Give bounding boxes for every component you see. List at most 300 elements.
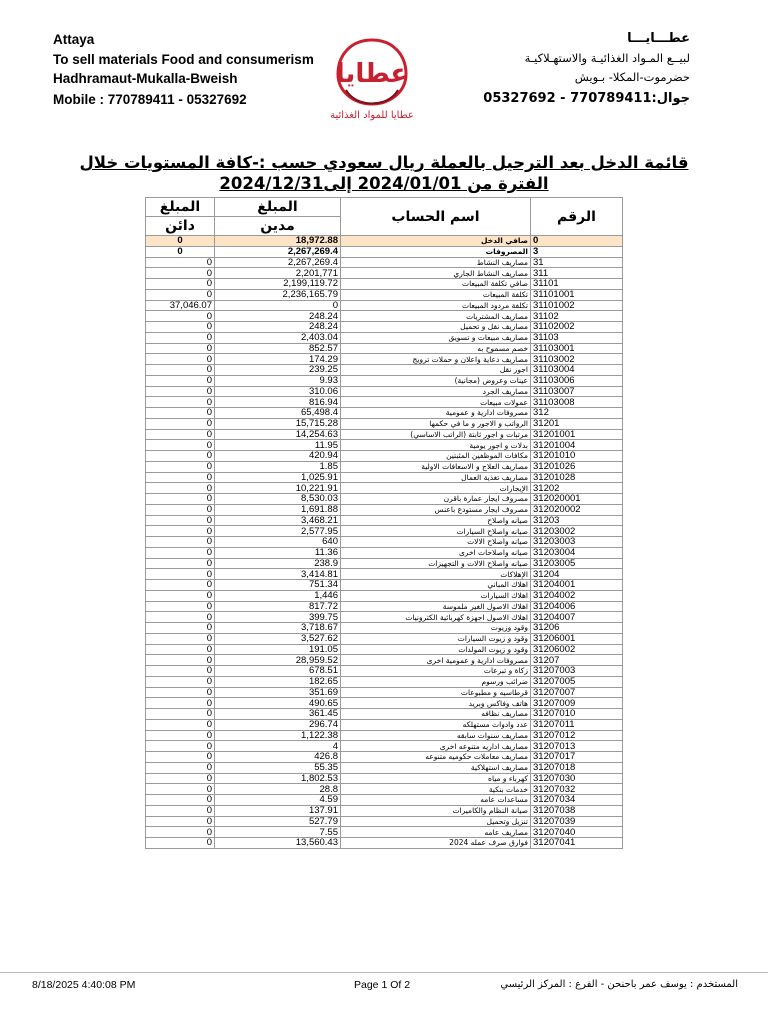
table-row [146, 569, 623, 580]
account-number-cell: 31201001 [531, 429, 623, 440]
debit-cell: 420.94 [215, 451, 341, 462]
credit-cell: 0 [146, 494, 215, 505]
account-number-cell: 31207034 [531, 795, 623, 806]
table-row [146, 461, 623, 472]
logo-caption: عطايا للمواد الغذائية [330, 110, 414, 121]
table-row [146, 558, 623, 569]
debit-cell: 248.24 [215, 322, 341, 333]
credit-cell: 0 [146, 332, 215, 343]
account-number-cell: 31203002 [531, 526, 623, 537]
account-number-cell: 31103006 [531, 375, 623, 386]
account-name-cell: وقود وزيوت [341, 623, 531, 634]
account-name-cell: عدد وادوات مستهلكه [341, 719, 531, 730]
account-number-cell: 31204001 [531, 580, 623, 591]
account-number-cell: 31206001 [531, 633, 623, 644]
credit-cell: 0 [146, 741, 215, 752]
credit-cell: 0 [146, 408, 215, 419]
account-number-cell: 31203003 [531, 537, 623, 548]
credit-cell: 0 [146, 311, 215, 322]
credit-cell: 0 [146, 687, 215, 698]
table-row [146, 623, 623, 634]
credit-cell: 0 [146, 816, 215, 827]
debit-cell: 2,267,269.4 [215, 257, 341, 268]
debit-cell: 15,715.28 [215, 418, 341, 429]
account-name-cell: تكلفة مردود المبيعات [341, 300, 531, 311]
credit-cell: 0 [146, 289, 215, 300]
account-number-cell: 31101 [531, 279, 623, 290]
debit-cell: 4 [215, 741, 341, 752]
account-name-cell: عينات وعروض (مجانية) [341, 375, 531, 386]
account-number-cell: 31207038 [531, 805, 623, 816]
debit-cell: 8,530.03 [215, 494, 341, 505]
debit-cell: 13,560.43 [215, 838, 341, 849]
credit-cell: 0 [146, 354, 215, 365]
credit-cell: 0 [146, 268, 215, 279]
account-number-cell: 312 [531, 408, 623, 419]
debit-cell: 399.75 [215, 612, 341, 623]
table-row [146, 504, 623, 515]
table-row [146, 752, 623, 763]
account-number-cell: 31206002 [531, 644, 623, 655]
debit-cell: 1.85 [215, 461, 341, 472]
table-row [146, 827, 623, 838]
account-name-header: اسم الحساب [341, 198, 531, 236]
table-row [146, 784, 623, 795]
account-number-cell: 31201010 [531, 451, 623, 462]
account-name-cell: مصاريف المشتريات [341, 311, 531, 322]
table-row [146, 547, 623, 558]
account-name-cell: صيانه واصلاح الالات و التجهيزات [341, 558, 531, 569]
credit-cell: 0 [146, 418, 215, 429]
account-name-cell: صافي تكلفة المبيعات [341, 279, 531, 290]
table-row [146, 644, 623, 655]
account-name-cell: وقود و زيوت المولدات [341, 644, 531, 655]
account-name-cell: الإيجارات [341, 483, 531, 494]
debit-cell: 1,691.88 [215, 504, 341, 515]
account-number-cell: 312020001 [531, 494, 623, 505]
account-name-cell: خدمات بنكية [341, 784, 531, 795]
table-row [146, 515, 623, 526]
debit-cell: 2,236,165.79 [215, 289, 341, 300]
debit-cell: 678.51 [215, 666, 341, 677]
account-number-cell: 31207005 [531, 676, 623, 687]
account-number-cell: 31207012 [531, 730, 623, 741]
account-name-cell: صيانه واصلاح [341, 515, 531, 526]
debit-cell: 191.05 [215, 644, 341, 655]
debit-header: المبلغ [215, 198, 341, 217]
company-mobile-en: Mobile : 770789411 - 05327692 [53, 92, 247, 107]
account-number-cell: 31103004 [531, 365, 623, 376]
account-number-cell: 31201026 [531, 461, 623, 472]
table-row [146, 601, 623, 612]
logo-emblem-icon [316, 30, 428, 122]
table-row [146, 655, 623, 666]
debit-cell: 490.65 [215, 698, 341, 709]
account-name-cell: اهلاك الاصول الغير ملموسة [341, 601, 531, 612]
table-row [146, 687, 623, 698]
account-number-cell: 31207013 [531, 741, 623, 752]
credit-cell: 0 [146, 440, 215, 451]
debit-cell: 351.69 [215, 687, 341, 698]
account-number-cell: 31201 [531, 418, 623, 429]
credit-cell: 0 [146, 386, 215, 397]
table-row [146, 526, 623, 537]
table-row [146, 246, 623, 257]
debit-cell: 55.35 [215, 762, 341, 773]
account-number-cell: 31207017 [531, 752, 623, 763]
table-row [146, 741, 623, 752]
print-datetime: 8/18/2025 4:40:08 PM [32, 979, 136, 991]
account-number-cell: 31101002 [531, 300, 623, 311]
account-name-cell: اهلاك السيارات [341, 590, 531, 601]
account-number-cell: 31103007 [531, 386, 623, 397]
credit-cell: 0 [146, 805, 215, 816]
account-number-cell: 31103001 [531, 343, 623, 354]
credit-cell: 0 [146, 472, 215, 483]
account-number-cell: 312020002 [531, 504, 623, 515]
account-number-cell: 31207030 [531, 773, 623, 784]
debit-cell: 0 [215, 300, 341, 311]
table-row [146, 709, 623, 720]
account-number-cell: 31 [531, 257, 623, 268]
account-name-cell: مصروف ايجار مستودع باعنس [341, 504, 531, 515]
report-title-line1: قائمة الدخل بعد الترحيل بالعملة ريال سعودي حسب :-كافة المستويات خلال [79, 153, 689, 172]
credit-cell: 0 [146, 719, 215, 730]
credit-cell: 0 [146, 601, 215, 612]
account-number-cell: 31207011 [531, 719, 623, 730]
debit-cell: 3,414.81 [215, 569, 341, 580]
credit-cell: 0 [146, 644, 215, 655]
credit-cell: 0 [146, 580, 215, 591]
table-row [146, 268, 623, 279]
debit-cell: 9.93 [215, 375, 341, 386]
account-name-cell: مصاريف مبيعات و تسويق [341, 332, 531, 343]
credit-cell: 0 [146, 795, 215, 806]
account-name-cell: الإهلاكات [341, 569, 531, 580]
debit-cell: 751.34 [215, 580, 341, 591]
credit-cell: 0 [146, 655, 215, 666]
account-number-cell: 31203005 [531, 558, 623, 569]
credit-cell: 0 [146, 752, 215, 763]
account-name-cell: مرتبات و اجور ثابتة (الراتب الاساسي) [341, 429, 531, 440]
debit-cell: 28,959.52 [215, 655, 341, 666]
debit-cell: 296.74 [215, 719, 341, 730]
account-name-cell: بدلات و اجور يومية [341, 440, 531, 451]
account-number-cell: 311 [531, 268, 623, 279]
debit-cell: 239.25 [215, 365, 341, 376]
account-name-cell: مصاريف نظافه [341, 709, 531, 720]
table-row [146, 236, 623, 247]
account-name-cell: مصاريف عامه [341, 827, 531, 838]
account-name-cell: مصاريف اداريه متنوعه اخرى [341, 741, 531, 752]
credit-cell: 0 [146, 569, 215, 580]
account-number-cell: 31201028 [531, 472, 623, 483]
credit-cell: 0 [146, 709, 215, 720]
debit-cell: 2,577.95 [215, 526, 341, 537]
table-row [146, 257, 623, 268]
table-row [146, 386, 623, 397]
credit-cell: 0 [146, 676, 215, 687]
account-number-cell: 31102 [531, 311, 623, 322]
account-number-cell: 31207032 [531, 784, 623, 795]
credit-cell: 0 [146, 343, 215, 354]
account-name-cell: صيانة النظام والكاميرات [341, 805, 531, 816]
account-name-cell: صافي الدخل [341, 236, 531, 247]
table-row [146, 300, 623, 311]
account-name-cell: خصم مسموح به [341, 343, 531, 354]
account-number-cell: 31103008 [531, 397, 623, 408]
account-number-cell: 31203 [531, 515, 623, 526]
table-row [146, 322, 623, 333]
account-name-cell: الرواتب و الاجور و ما في حكمها [341, 418, 531, 429]
credit-cell: 0 [146, 537, 215, 548]
table-row [146, 429, 623, 440]
table-row [146, 343, 623, 354]
account-number-cell: 31204002 [531, 590, 623, 601]
account-number-cell: 3 [531, 246, 623, 257]
table-row [146, 397, 623, 408]
account-name-cell: قرطاسيه و مطبوعات [341, 687, 531, 698]
account-name-cell: تنزيل وتحميل [341, 816, 531, 827]
credit-cell: 0 [146, 236, 215, 247]
credit-cell: 0 [146, 483, 215, 494]
credit-cell: 0 [146, 784, 215, 795]
account-number-cell: 31207003 [531, 666, 623, 677]
table-row [146, 633, 623, 644]
table-row [146, 795, 623, 806]
account-name-cell: مصاريف سنوات سابقه [341, 730, 531, 741]
account-name-cell: اهلاك الاصول اجهزة كهربائية الكترونيات [341, 612, 531, 623]
report-title-line2: الفترة من 2024/01/01 إلى2024/12/31 [219, 174, 549, 193]
table-row [146, 440, 623, 451]
debit-cell: 2,199,119.72 [215, 279, 341, 290]
table-row [146, 365, 623, 376]
report-title [40, 152, 728, 194]
company-logo [316, 30, 428, 122]
table-row [146, 580, 623, 591]
credit-cell: 0 [146, 429, 215, 440]
account-number-cell: 31204007 [531, 612, 623, 623]
debit-cell: 3,527.62 [215, 633, 341, 644]
credit-cell: 0 [146, 547, 215, 558]
table-row [146, 408, 623, 419]
table-row [146, 451, 623, 462]
account-number-cell: 31207041 [531, 838, 623, 849]
debit-cell: 852.57 [215, 343, 341, 354]
credit-cell: 0 [146, 623, 215, 634]
account-number-cell: 31101001 [531, 289, 623, 300]
account-number-cell: 31204 [531, 569, 623, 580]
account-name-cell: اجور نقل [341, 365, 531, 376]
account-name-cell: صيانه واصلاح السيارات [341, 526, 531, 537]
account-name-cell: مصاريف النشاط [341, 257, 531, 268]
debit-cell: 1,025.91 [215, 472, 341, 483]
credit-cell: 0 [146, 375, 215, 386]
debit-cell: 65,498.4 [215, 408, 341, 419]
table-row [146, 612, 623, 623]
table-row [146, 762, 623, 773]
table-row [146, 472, 623, 483]
debit-cell: 3,468.21 [215, 515, 341, 526]
debit-cell: 426.8 [215, 752, 341, 763]
debit-cell: 11.95 [215, 440, 341, 451]
account-number-cell: 31103002 [531, 354, 623, 365]
company-name-ar: عطـــايـــا [627, 31, 690, 46]
table-row [146, 289, 623, 300]
table-row [146, 676, 623, 687]
debit-cell: 182.65 [215, 676, 341, 687]
account-name-cell: مصروفات ادارية و عمومية [341, 408, 531, 419]
company-description-ar: لبيــع المـواد الغذائيـة والاستهـلاكيـة [524, 51, 690, 65]
page-indicator: Page 1 Of 2 [354, 979, 411, 991]
income-statement-table [145, 197, 623, 849]
debit-cell: 817.72 [215, 601, 341, 612]
debit-cell: 3,718.67 [215, 623, 341, 634]
credit-cell: 0 [146, 666, 215, 677]
account-name-cell: مصاريف تغذية العمال [341, 472, 531, 483]
debit-cell: 10,221.91 [215, 483, 341, 494]
account-number-cell: 31102002 [531, 322, 623, 333]
credit-cell: 0 [146, 515, 215, 526]
account-name-cell: المصروفات [341, 246, 531, 257]
credit-cell: 0 [146, 279, 215, 290]
debit-subheader: مدين [215, 217, 341, 236]
account-name-cell: مساعدات عامه [341, 795, 531, 806]
account-number-cell: 31207010 [531, 709, 623, 720]
footer-divider [0, 972, 768, 973]
credit-cell: 0 [146, 322, 215, 333]
table-row [146, 332, 623, 343]
table-row [146, 805, 623, 816]
credit-cell: 0 [146, 461, 215, 472]
debit-cell: 7.55 [215, 827, 341, 838]
account-name-cell: زكاة و تبرعات [341, 666, 531, 677]
account-number-cell: 31207018 [531, 762, 623, 773]
debit-cell: 310.06 [215, 386, 341, 397]
table-row [146, 537, 623, 548]
number-header: الرقم [531, 198, 623, 236]
account-number-cell: 31203004 [531, 547, 623, 558]
table-row [146, 773, 623, 784]
credit-cell: 0 [146, 451, 215, 462]
debit-cell: 816.94 [215, 397, 341, 408]
account-name-cell: عمولات مبيعات [341, 397, 531, 408]
account-number-cell: 31202 [531, 483, 623, 494]
debit-cell: 2,201,771 [215, 268, 341, 279]
table-row [146, 494, 623, 505]
debit-cell: 1,802.53 [215, 773, 341, 784]
credit-cell: 0 [146, 762, 215, 773]
debit-cell: 248.24 [215, 311, 341, 322]
company-location-ar: حضرموت-المكلا- بـويش [574, 70, 690, 84]
account-name-cell: صيانه واصلاح الالات [341, 537, 531, 548]
debit-cell: 137.91 [215, 805, 341, 816]
account-number-cell: 31206 [531, 623, 623, 634]
credit-cell: 0 [146, 365, 215, 376]
account-name-cell: تكلفة المبيعات [341, 289, 531, 300]
table-row [146, 730, 623, 741]
account-number-cell: 0 [531, 236, 623, 247]
credit-cell: 0 [146, 612, 215, 623]
account-name-cell: صيانه واصلاحات اخرى [341, 547, 531, 558]
account-number-cell: 31207 [531, 655, 623, 666]
table-row [146, 279, 623, 290]
account-name-cell: مصاريف النشاط الجاري [341, 268, 531, 279]
credit-header: المبلغ [146, 198, 215, 217]
table-row [146, 816, 623, 827]
debit-cell: 1,446 [215, 590, 341, 601]
table-row [146, 590, 623, 601]
credit-subheader: دائن [146, 217, 215, 236]
credit-cell: 0 [146, 246, 215, 257]
debit-cell: 640 [215, 537, 341, 548]
credit-cell: 0 [146, 397, 215, 408]
debit-cell: 361.45 [215, 709, 341, 720]
debit-cell: 28.8 [215, 784, 341, 795]
account-name-cell: مصاريف دعاية واعلان و حملات ترويج [341, 354, 531, 365]
credit-cell: 0 [146, 633, 215, 644]
debit-cell: 527.79 [215, 816, 341, 827]
account-name-cell: كهرباء و مياه [341, 773, 531, 784]
company-mobile-ar: جوال:770789411 - 05327692 [483, 91, 690, 106]
account-number-cell: 31207040 [531, 827, 623, 838]
debit-cell: 2,403.04 [215, 332, 341, 343]
account-name-cell: مصاريف العلاج و الاسعافات الاولية [341, 461, 531, 472]
account-name-cell: مكافات الموظفين المثبتين [341, 451, 531, 462]
table-body [146, 236, 623, 849]
account-name-cell: مصروف ايجار عمارة باقرن [341, 494, 531, 505]
table-row [146, 719, 623, 730]
account-number-cell: 31103 [531, 332, 623, 343]
credit-cell: 0 [146, 730, 215, 741]
debit-cell: 11.36 [215, 547, 341, 558]
debit-cell: 14,254.63 [215, 429, 341, 440]
debit-cell: 1,122.38 [215, 730, 341, 741]
credit-cell: 0 [146, 590, 215, 601]
table-row [146, 311, 623, 322]
account-name-cell: مصروفات ادارية و عمومية اخرى [341, 655, 531, 666]
credit-cell: 0 [146, 827, 215, 838]
table-row [146, 838, 623, 849]
debit-cell: 174.29 [215, 354, 341, 365]
account-name-cell: اهلاك المباني [341, 580, 531, 591]
account-name-cell: فوارق صرف عمله 2024 [341, 838, 531, 849]
credit-cell: 0 [146, 526, 215, 537]
logo-script-text: عطايا [335, 59, 409, 89]
credit-cell: 0 [146, 698, 215, 709]
account-name-cell: مصاريف استهلاكية [341, 762, 531, 773]
account-number-cell: 31207007 [531, 687, 623, 698]
debit-cell: 238.9 [215, 558, 341, 569]
account-name-cell: مصاريف معاملات حكوميه متنوعه [341, 752, 531, 763]
debit-cell: 18,972.88 [215, 236, 341, 247]
credit-cell: 0 [146, 257, 215, 268]
account-name-cell: مصاريف الجرد [341, 386, 531, 397]
account-name-cell: هاتف وفاكس وبريد [341, 698, 531, 709]
table-row [146, 354, 623, 365]
table-row [146, 483, 623, 494]
credit-cell: 0 [146, 504, 215, 515]
account-name-cell: ضرائب ورسوم [341, 676, 531, 687]
table-row [146, 666, 623, 677]
account-number-cell: 31207009 [531, 698, 623, 709]
credit-cell: 37,046.07 [146, 300, 215, 311]
table-row [146, 375, 623, 386]
debit-cell: 4.59 [215, 795, 341, 806]
table-row [146, 418, 623, 429]
account-name-cell: وقود و زيوت السيارات [341, 633, 531, 644]
account-number-cell: 31201004 [531, 440, 623, 451]
